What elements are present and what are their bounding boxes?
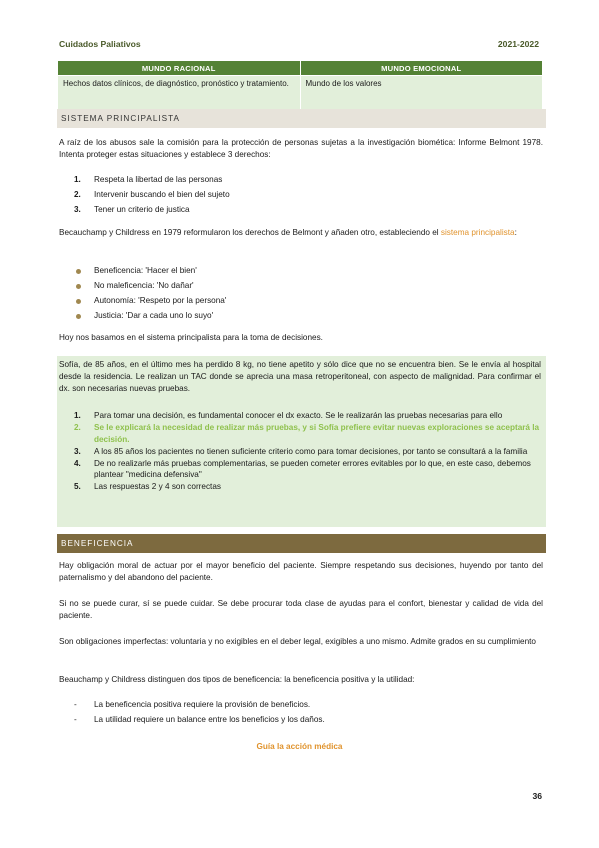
list-item xyxy=(74,699,542,714)
table-header-emocional: MUNDO EMOCIONAL xyxy=(300,61,543,76)
option-text: Para tomar una decisión, es fundamental conocer el dx exacto. Se le realizarán las pruebas necesarias para ello xyxy=(94,411,503,420)
list-item-text: Autonomía: 'Respeto por la persona' xyxy=(94,296,227,305)
principles-list xyxy=(74,265,542,325)
header-academic-year: 2021-2022 xyxy=(497,39,539,49)
table-header-racional: MUNDO RACIONAL xyxy=(58,61,301,76)
list-item-text: No maleficencia: 'No dañar' xyxy=(94,281,194,290)
list-item-text: La utilidad requiere un balance entre los beneficios y los daños. xyxy=(94,715,325,724)
option-text: Se le explicará la necesidad de realizar más pruebas, y si Sofía prefiere evitar nuevas exploraciones se aceptará la decisión. xyxy=(94,422,540,444)
list-item xyxy=(74,189,542,204)
list-number: 2. xyxy=(74,190,81,199)
page-number: 36 xyxy=(532,791,542,801)
bullet-icon xyxy=(76,314,81,319)
list-item xyxy=(74,310,542,325)
bullet-icon xyxy=(76,269,81,274)
list-item-text: Respeta la libertad de las personas xyxy=(94,175,223,184)
today-paragraph: Hoy nos basamos en el sistema principalista para la toma de decisiones. xyxy=(59,333,323,342)
table-cell-racional: Hechos datos clínicos, de diagnóstico, pronóstico y tratamiento. xyxy=(58,76,301,111)
beneficencia-paragraph-2: Si no se puede curar, sí se puede cuidar. Se debe procurar toda clase de ayudas para el confort, bienestar y calidad de vida del paciente. xyxy=(59,599,543,620)
section-heading-sistema-principalista xyxy=(57,109,546,128)
beauchamp-text: Becauchamp y Childress en 1979 reformularon los derechos de Belmont y añaden otro, estableciendo el xyxy=(59,228,441,237)
intro-paragraph: A raíz de los abusos sale la comisión para la protección de personas sujetas a la investigación biomética: Informe Belmont 1978. Intenta proteger estas situaciones y establece 3 derechos: xyxy=(59,138,543,159)
section-heading-beneficencia xyxy=(57,534,546,553)
list-item xyxy=(74,714,542,729)
bullet-icon xyxy=(76,299,81,304)
dash-bullet: - xyxy=(74,715,77,724)
case-option xyxy=(74,410,542,422)
page-header xyxy=(59,38,539,50)
case-options-list xyxy=(74,410,542,493)
belmont-rights-list xyxy=(74,174,542,219)
option-number: 2. xyxy=(74,422,81,432)
list-number: 1. xyxy=(74,175,81,184)
option-text: De no realizarle más pruebas complementarias, se pueden cometer errores evitables por lo que, en este caso, debemos plantear "medicina defensiva" xyxy=(94,458,531,480)
list-item xyxy=(74,265,542,280)
option-number: 4. xyxy=(74,458,81,468)
section-title: BENEFICENCIA xyxy=(61,538,134,548)
guia-accion-medica: Guía la acción médica xyxy=(256,742,343,751)
option-text: A los 85 años los pacientes no tienen suficiente criterio como para tomar decisiones, por tanto se consultará a la familia xyxy=(94,446,528,456)
option-number: 5. xyxy=(74,482,81,492)
case-option xyxy=(74,446,542,458)
dash-bullet: - xyxy=(74,700,77,709)
list-item xyxy=(74,174,542,189)
list-item-text: Justicia: 'Dar a cada uno lo suyo' xyxy=(94,311,214,320)
list-item-text: Intervenir buscando el bien del sujeto xyxy=(94,190,230,199)
option-number: 1. xyxy=(74,411,81,420)
beneficencia-types-list xyxy=(74,699,542,729)
case-option xyxy=(74,481,542,493)
list-number: 3. xyxy=(74,205,81,214)
case-option xyxy=(74,458,542,482)
clinical-case-box xyxy=(57,356,546,527)
case-text: Sofía, de 85 años, en el último mes ha perdido 8 kg, no tiene apetito y sólo dice que no se encuentra bien. Se le envía al hospital desde la residencia. Le realizan un TAC donde se aprecia una masa retroperitoneal, con aspecto de malignidad. Para confirmar el dx. son necesarias nuevas pruebas. xyxy=(59,360,541,393)
list-item xyxy=(74,295,542,310)
principalista-highlight: sistema principalista xyxy=(440,228,515,237)
header-course-title: Cuidados Paliativos xyxy=(59,39,141,49)
section-title: SISTEMA PRINCIPALISTA xyxy=(61,113,180,123)
list-item-text: Beneficencia: 'Hacer el bien' xyxy=(94,266,197,275)
option-text: Las respuestas 2 y 4 son correctas xyxy=(94,482,221,492)
list-item xyxy=(74,204,542,219)
list-item-text: Tener un criterio de justica xyxy=(94,205,190,214)
case-option-correct xyxy=(74,422,542,446)
beneficencia-paragraph-1: Hay obligación moral de actuar por el mayor beneficio del paciente. Siempre respetando sus decisiones, huyendo por tanto del paternalismo y del abandono del paciente. xyxy=(59,561,543,582)
beneficencia-paragraph-3: Son obligaciones imperfectas: voluntaria y no exigibles en el deber legal, exigibles a uno mismo. Admite grados en su cumplimiento xyxy=(59,637,536,646)
beneficencia-paragraph-4: Beauchamp y Childress distinguen dos tipos de beneficencia: la beneficencia positiva y la utilidad: xyxy=(59,675,415,684)
table-cell-emocional: Mundo de los valores xyxy=(300,76,543,111)
option-number: 3. xyxy=(74,446,81,456)
list-item-text: La beneficencia positiva requiere la provisión de beneficios. xyxy=(94,700,311,709)
beauchamp-paragraph xyxy=(59,227,543,239)
beauchamp-end: : xyxy=(514,228,517,237)
mundos-table xyxy=(57,60,543,111)
list-item xyxy=(74,280,542,295)
bullet-icon xyxy=(76,284,81,289)
